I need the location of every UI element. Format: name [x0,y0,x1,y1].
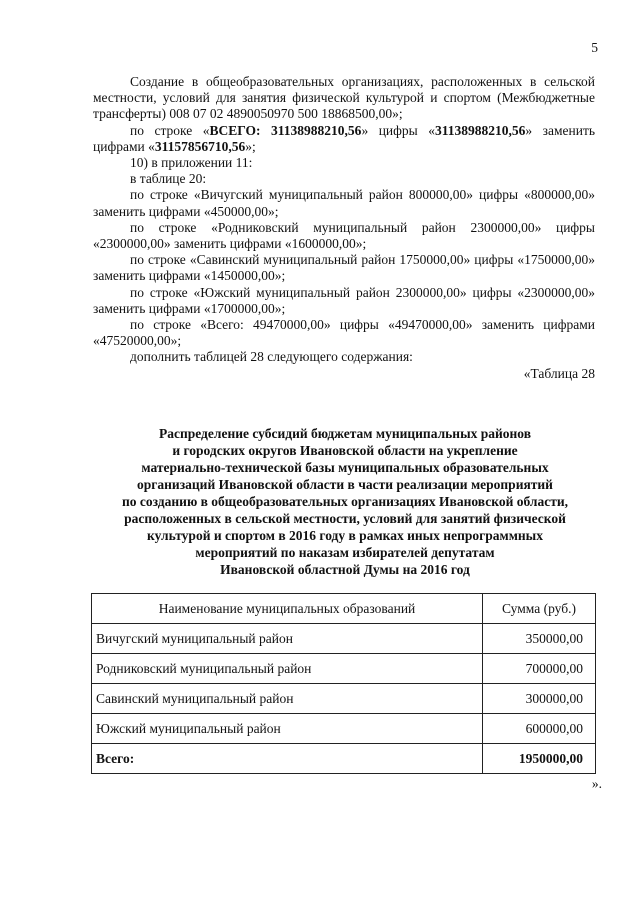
municipality-cell: Вичугский муниципальный район [92,624,483,654]
amount-cell: 600000,00 [483,714,596,744]
municipality-cell: Южский муниципальный район [92,714,483,744]
amount-cell: 350000,00 [483,624,596,654]
title-line: Распределение субсидий бюджетам муниципальных районов [158,426,532,441]
title-line: материально-технической базы муниципальных образовательных [141,460,549,475]
closing-quote: ». [591,776,602,791]
paragraph: 10) в приложении 11: [130,155,253,171]
table-header-row [92,594,596,624]
paragraph: Создание в общеобразовательных организациях, расположенных в сельской местности, условий для занятия физической культурой и спортом (Межбюджетные трансферты) 008 07 02 4890050970 500 18868500,00»; [93,74,595,122]
title-line: по созданию в общеобразовательных организациях Ивановской области, [121,494,568,509]
paragraph: по строке «Савинский муниципальный район 1750000,00» цифры «1750000,00» заменить цифрами «1450000,00»; [93,252,595,284]
paragraph: по строке «Вичугский муниципальный район 800000,00» цифры «800000,00» заменить цифрами «450000,00»; [93,187,595,219]
table-row [92,714,596,744]
page-number: 5 [591,40,598,55]
paragraph-total: по строке «ВСЕГО: 31138988210,56» цифры «31138988210,56» заменить цифрами «31157856710,56»; [93,122,596,154]
title-line: культурой и спортом в 2016 году в рамках иных непрограммных [147,528,543,543]
paragraph: в таблице 20: [130,171,207,187]
table-row [92,624,596,654]
table-title [80,425,610,578]
table-row [92,684,596,714]
total-label-cell: Всего: [92,744,483,774]
amount-cell: 300000,00 [483,684,596,714]
paragraph: по строке «Всего: 49470000,00» цифры «49470000,00» заменить цифрами «47520000,00»; [93,317,595,349]
municipality-cell: Родниковский муниципальный район [92,654,483,684]
title-line: и городских округов Ивановской области на укрепление [172,443,518,458]
table-row [92,654,596,684]
table-total-row [92,744,596,774]
title-line: организаций Ивановской области в части реализации мероприятий [137,477,553,492]
paragraph: дополнить таблицей 28 следующего содержания: [130,349,413,365]
amount-cell: 700000,00 [483,654,596,684]
paragraph: по строке «Родниковский муниципальный район 2300000,00» цифры «2300000,00» заменить цифрами «1600000,00»; [93,219,595,252]
title-line: мероприятий по наказам избирателей депутатам [195,545,495,560]
paragraph: по строке «Южский муниципальный район 2300000,00» цифры «2300000,00» заменить цифрами «1700000,00»; [93,284,595,316]
municipality-cell: Савинский муниципальный район [92,684,483,714]
table-label: «Таблица 28 [523,365,595,381]
title-line: Ивановской областной Думы на 2016 год [220,562,470,577]
title-line: расположенных в сельской местности, условий для занятий физической [124,511,566,526]
subsidies-table [91,593,596,774]
amendment-text [93,74,595,382]
total-amount-cell: 1950000,00 [483,744,596,774]
column-header-amount: Сумма (руб.) [483,594,596,624]
column-header-name: Наименование муниципальных образований [92,594,483,624]
